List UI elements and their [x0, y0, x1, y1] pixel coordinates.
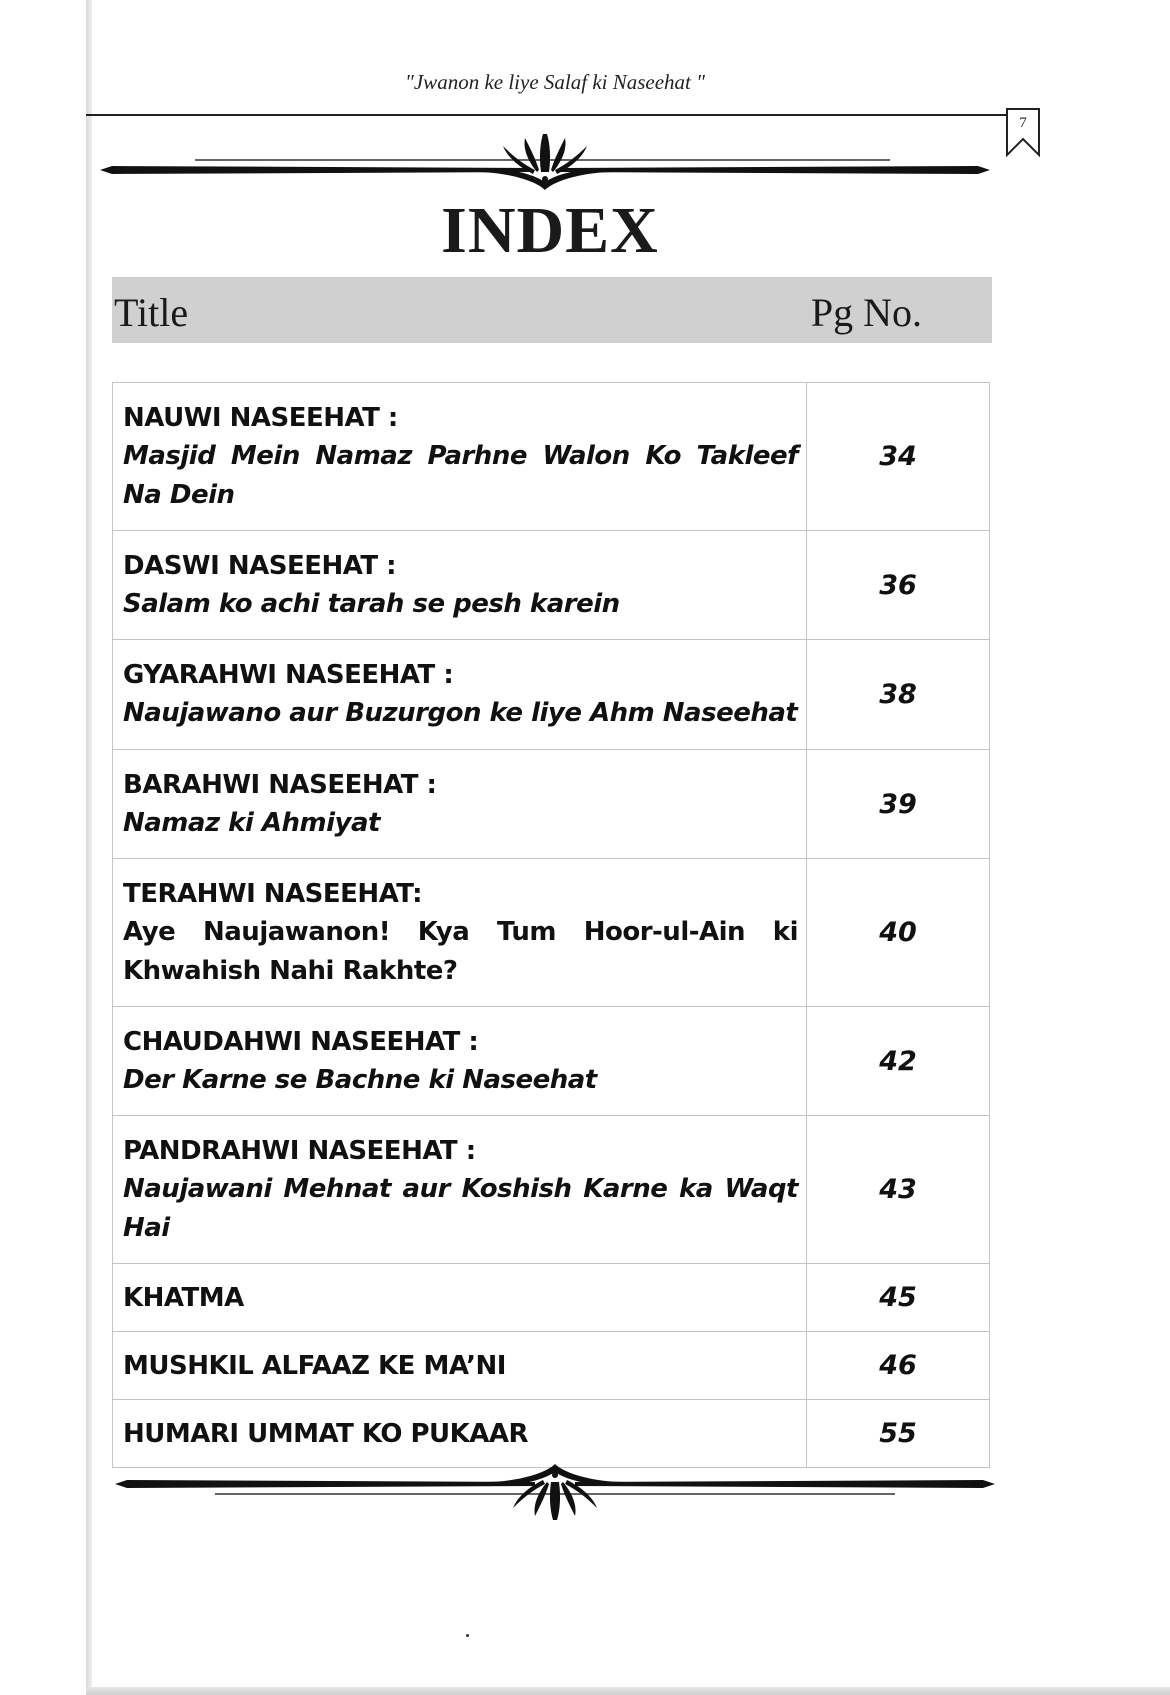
entry-heading: TERAHWI NASEEHAT: [123, 878, 423, 909]
entry-title-cell [113, 531, 807, 640]
entry-page-number: 55 [807, 1400, 990, 1468]
entry-title-cell [113, 750, 807, 859]
page-number: 7 [1019, 115, 1027, 131]
entry-page-number: 46 [807, 1332, 990, 1400]
page-bottom-edge [86, 1687, 1170, 1695]
entry-heading: DASWI NASEEHAT : [123, 550, 397, 581]
entry-page-number: 42 [807, 1007, 990, 1116]
entry-subtitle: Naujawano aur Buzurgon ke liye Ahm Naseehat [123, 698, 798, 728]
table-row [113, 1116, 990, 1264]
page-binding-shadow [86, 0, 92, 1695]
entry-heading: CHAUDAHWI NASEEHAT : [123, 1026, 479, 1057]
entry-heading: HUMARI UMMAT KO PUKAAR [123, 1418, 529, 1449]
running-header: "Jwanon ke liye Salaf ki Naseehat " [405, 70, 705, 94]
entry-title-cell [113, 1007, 807, 1116]
entry-heading: PANDRAHWI NASEEHAT : [123, 1135, 476, 1166]
table-row [113, 1332, 990, 1400]
bottom-ornament-divider [115, 1452, 1005, 1522]
page-column-header: Pg No. [810, 290, 922, 335]
table-row [113, 1264, 990, 1332]
entry-page-number: 36 [807, 531, 990, 640]
entry-page-number: 38 [807, 640, 990, 750]
entry-title-cell [113, 383, 807, 531]
entry-title-cell [113, 1116, 807, 1264]
table-row [113, 1007, 990, 1116]
header-rule [86, 114, 1016, 116]
index-table [112, 382, 990, 1468]
index-header-bar [112, 277, 992, 343]
table-row [113, 640, 990, 750]
table-row [113, 859, 990, 1007]
entry-title-cell [113, 1332, 807, 1400]
entry-subtitle: Aye Naujawanon! Kya Tum Hoor-ul-Ain ki Khwahish Nahi Rakhte? [123, 916, 798, 986]
entry-heading: MUSHKIL ALFAAZ KE MA’NI [123, 1350, 506, 1381]
table-row [113, 750, 990, 859]
entry-page-number: 39 [807, 750, 990, 859]
print-speck [466, 1634, 469, 1637]
entry-heading: GYARAHWI NASEEHAT : [123, 660, 454, 690]
top-ornament-divider [100, 132, 990, 202]
entry-page-number: 45 [807, 1264, 990, 1332]
entry-title-cell [113, 1264, 807, 1332]
entry-page-number: 40 [807, 859, 990, 1007]
entry-heading: KHATMA [123, 1282, 244, 1313]
table-row [113, 383, 990, 531]
entry-subtitle: Naujawani Mehnat aur Koshish Karne ka Waqt Hai [123, 1173, 798, 1243]
entry-subtitle: Namaz ki Ahmiyat [123, 807, 380, 838]
index-title: INDEX [441, 194, 659, 267]
entry-page-number: 43 [807, 1116, 990, 1264]
entry-heading: NAUWI NASEEHAT : [123, 402, 398, 433]
entry-title-cell [113, 859, 807, 1007]
entry-subtitle: Salam ko achi tarah se pesh karein [123, 588, 620, 619]
entry-title-cell [113, 640, 807, 750]
entry-page-number: 34 [807, 383, 990, 531]
table-row [113, 531, 990, 640]
entry-subtitle: Masjid Mein Namaz Parhne Walon Ko Takleef Na Dein [123, 440, 798, 510]
entry-heading: BARAHWI NASEEHAT : [123, 769, 437, 800]
entry-subtitle: Der Karne se Bachne ki Naseehat [123, 1064, 597, 1095]
page-number-bookmark [1005, 107, 1041, 157]
title-column-header: Title [114, 290, 189, 335]
